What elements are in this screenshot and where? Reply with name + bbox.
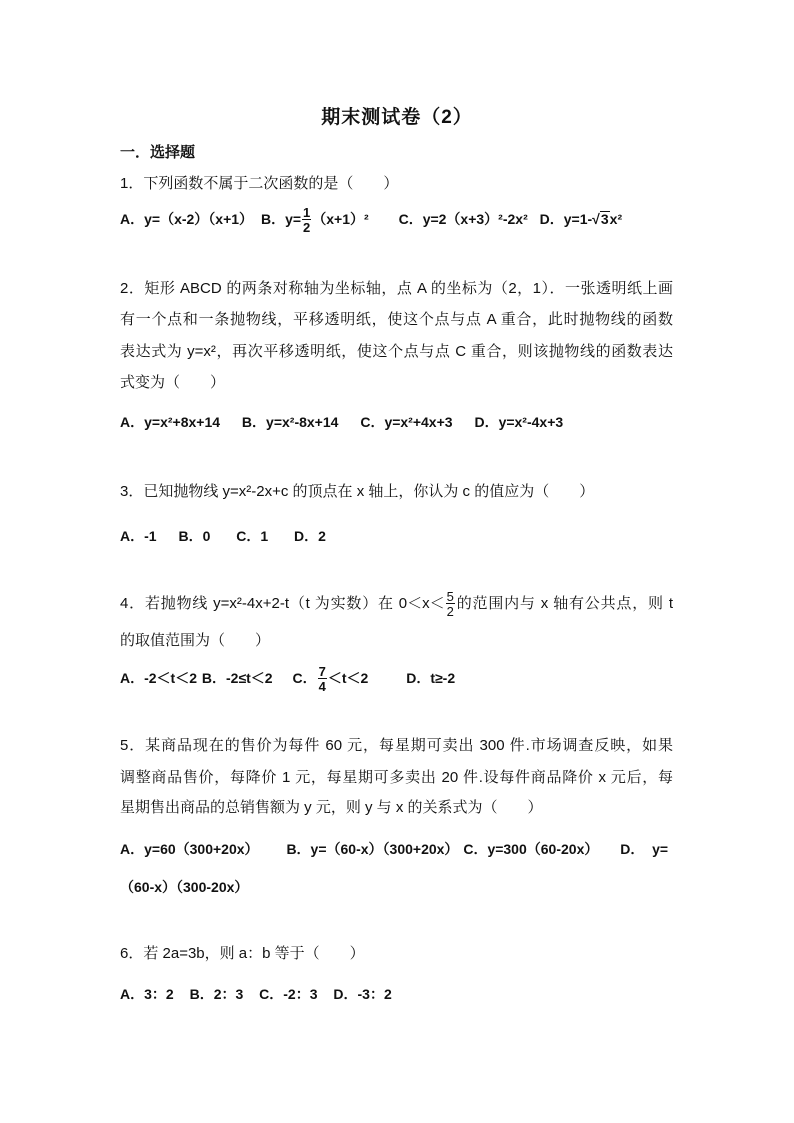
option-c: C．y=2（x+3）²-2x² xyxy=(398,211,528,228)
question-4-stem-line-1 xyxy=(120,589,673,619)
question-6-options xyxy=(120,978,392,1008)
square-root xyxy=(592,204,609,234)
option-a: A．y=x²+8x+14 xyxy=(120,414,221,431)
fraction-numerator: 1 xyxy=(303,205,311,221)
option-d: D．t≥-2 xyxy=(406,670,456,687)
fraction-numerator: 5 xyxy=(446,589,454,605)
option-b xyxy=(261,204,369,234)
question-3-options xyxy=(120,520,326,550)
option-a: A．-2＜t＜2 xyxy=(120,670,198,687)
fraction xyxy=(446,590,455,618)
option-d xyxy=(540,204,622,234)
option-c-prefix: C． xyxy=(292,670,317,687)
question-2-options xyxy=(120,406,563,436)
option-d: D．2 xyxy=(294,528,326,545)
option-a: A．y=60（300+20x） xyxy=(120,841,259,858)
fraction-denominator: 4 xyxy=(318,679,326,695)
question-2-stem-line-4: 式变为（ ） xyxy=(120,374,226,391)
option-c: C．-2：3 xyxy=(259,986,318,1003)
question-5-option-d-continued: （60-x）（300-20x） xyxy=(120,879,249,895)
radicand: 3 xyxy=(600,211,609,228)
fraction xyxy=(302,206,311,234)
fraction-denominator: 2 xyxy=(303,220,311,236)
option-c: C．y=x²+4x+3 xyxy=(360,414,453,431)
option-c xyxy=(293,663,369,693)
question-2-stem-line-3: 表达式为 y=x²，再次平移透明纸，使这个点与点 C 重合，则该抛物线的函数表达 xyxy=(120,343,673,360)
question-2-stem-line-1: 2．矩形 ABCD 的两条对称轴为坐标轴，点 A 的坐标为（2，1）．一张透明纸上画 xyxy=(120,280,673,297)
option-d: D．y=x²-4x+3 xyxy=(474,414,564,431)
question-4-stem-line-2: 的取值范围为（ ） xyxy=(120,632,271,649)
fraction xyxy=(318,665,327,693)
radical-sign: √ xyxy=(592,211,600,228)
option-c: C．1 xyxy=(236,528,269,545)
option-d-suffix: x² xyxy=(609,211,623,228)
option-c: C．y=300（60-20x） xyxy=(463,841,599,858)
option-a: A．3：2 xyxy=(120,986,174,1003)
option-c-suffix: ＜t＜2 xyxy=(327,670,369,687)
option-d-prefix: D．y=1- xyxy=(539,211,593,228)
question-5-stem-line-1: 5．某商品现在的售价为每件 60 元，每星期可卖出 300 件.市场调查反映，如果 xyxy=(120,737,673,754)
question-6-stem: 6．若 2a=3b，则 a：b 等于（ ） xyxy=(120,945,365,962)
question-4-options xyxy=(120,662,456,695)
question-5-stem-line-2: 调整商品售价，每降价 1 元，每星期可多卖出 20 件.设每件商品降价 x 元后，每 xyxy=(120,769,673,786)
option-b: B．0 xyxy=(178,528,211,545)
option-b: B．y=（60-x）（300+20x） xyxy=(286,841,459,858)
fraction-denominator: 2 xyxy=(446,604,454,620)
question-5-options xyxy=(120,833,668,863)
question-2-stem-line-2: 有一个点和一条抛物线，平移透明纸，使这个点与点 A 重合，此时抛物线的函数 xyxy=(120,311,673,328)
fraction-numerator: 7 xyxy=(318,664,326,680)
section-title: 一．选择题 xyxy=(120,144,196,161)
option-a: A．-1 xyxy=(120,528,157,545)
option-b-prefix: B．y= xyxy=(260,211,302,228)
option-b: B．-2≤t＜2 xyxy=(201,670,273,687)
question-3-stem: 3．已知抛物线 y=x²-2x+c 的顶点在 x 轴上，你认为 c 的值应为（ ） xyxy=(120,483,595,500)
option-b: B．y=x²-8x+14 xyxy=(241,414,339,431)
option-b-suffix: （x+1）² xyxy=(312,211,369,228)
option-a: A．y=（x-2）（x+1） xyxy=(120,211,254,228)
option-b: B．2：3 xyxy=(189,986,244,1003)
question-5-stem-line-3: 星期售出商品的总销售额为 y 元，则 y 与 x 的关系式为（ ） xyxy=(120,799,543,816)
option-d: D．-3：2 xyxy=(333,986,392,1003)
question-4-stem-prefix: 4．若抛物线 y=x²-4x+2-t（t 为实数）在 0＜x＜ xyxy=(120,595,445,612)
page-title: 期末测试卷（2） xyxy=(321,107,473,128)
question-1-stem: 1．下列函数不属于二次函数的是（ ） xyxy=(120,175,399,192)
question-4-stem-suffix: 的范围内与 x 轴有公共点，则 t xyxy=(455,595,673,612)
question-1-options xyxy=(120,203,623,236)
option-d: D． y= xyxy=(620,841,669,858)
